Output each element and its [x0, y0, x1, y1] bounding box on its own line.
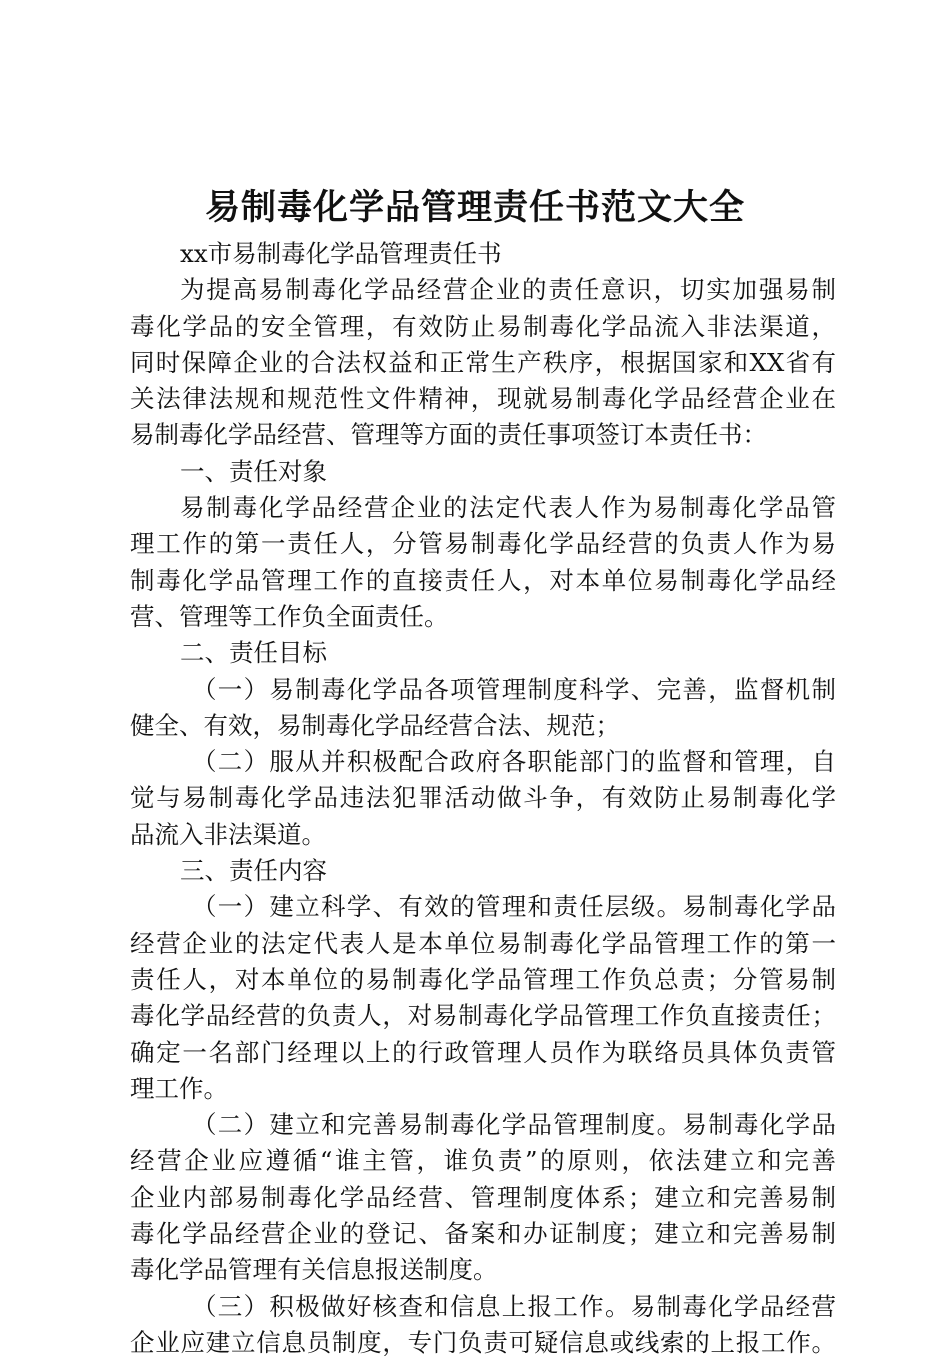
- body-line: 责任人，对本单位的易制毒化学品管理工作负总责；分管易制: [130, 964, 836, 994]
- body-line: 企业内部易制毒化学品经营、管理制度体系；建立和完善易制: [130, 1182, 836, 1212]
- body-line: 企业应建立信息员制度，专门负责可疑信息或线索的上报工作。: [130, 1327, 836, 1357]
- section-heading: 一、责任对象: [180, 456, 327, 486]
- body-line: 同时保障企业的合法权益和正常生产秩序，根据国家和XX省有: [130, 347, 836, 377]
- body-line: 理工作。: [130, 1073, 228, 1103]
- body-line: 觉与易制毒化学品违法犯罪活动做斗争，有效防止易制毒化学: [130, 783, 836, 813]
- body-line: （一）建立科学、有效的管理和责任层级。易制毒化学品: [192, 892, 836, 922]
- body-line: 健全、有效，易制毒化学品经营合法、规范；: [130, 710, 620, 740]
- body-line: 经营企业的法定代表人是本单位易制毒化学品管理工作的第一: [130, 928, 836, 958]
- body-line: xx市易制毒化学品管理责任书: [180, 239, 502, 268]
- body-line: （二）服从并积极配合政府各职能部门的监督和管理，自: [192, 747, 836, 777]
- body-line: 理工作的第一责任人，分管易制毒化学品经营的负责人作为易: [130, 529, 836, 559]
- body-line: 制毒化学品管理工作的直接责任人，对本单位易制毒化学品经: [130, 565, 836, 595]
- body-line: 易制毒化学品经营企业的法定代表人作为易制毒化学品管: [180, 493, 836, 523]
- body-line: 确定一名部门经理以上的行政管理人员作为联络员具体负责管: [130, 1037, 836, 1067]
- body-line: （三）积极做好核查和信息上报工作。易制毒化学品经营: [192, 1291, 836, 1321]
- body-line: 毒化学品的安全管理，有效防止易制毒化学品流入非法渠道，: [130, 311, 836, 341]
- body-line: 为提高易制毒化学品经营企业的责任意识，切实加强易制: [180, 275, 836, 305]
- document-body: [130, 236, 836, 1361]
- body-line: 营、管理等工作负全面责任。: [130, 601, 449, 631]
- body-line: 毒化学品经营的负责人，对易制毒化学品管理工作负直接责任；: [130, 1001, 836, 1031]
- body-line: 易制毒化学品经营、管理等方面的责任事项签订本责任书：: [130, 420, 767, 450]
- body-line: 经营企业应遵循“谁主管，谁负责”的原则，依法建立和完善: [130, 1146, 836, 1176]
- body-line: 毒化学品管理有关信息报送制度。: [130, 1255, 498, 1285]
- body-line: 毒化学品经营企业的登记、备案和办证制度；建立和完善易制: [130, 1219, 836, 1249]
- document-title: 易制毒化学品管理责任书范文大全: [204, 187, 745, 228]
- body-line: （二）建立和完善易制毒化学品管理制度。易制毒化学品: [192, 1110, 836, 1140]
- body-line: 关法律法规和规范性文件精神，现就易制毒化学品经营企业在: [130, 384, 836, 414]
- body-line: 品流入非法渠道。: [130, 819, 326, 849]
- section-heading: 二、责任目标: [180, 638, 327, 668]
- section-heading: 三、责任内容: [180, 856, 327, 886]
- body-line: （一）易制毒化学品各项管理制度科学、完善，监督机制: [192, 674, 836, 704]
